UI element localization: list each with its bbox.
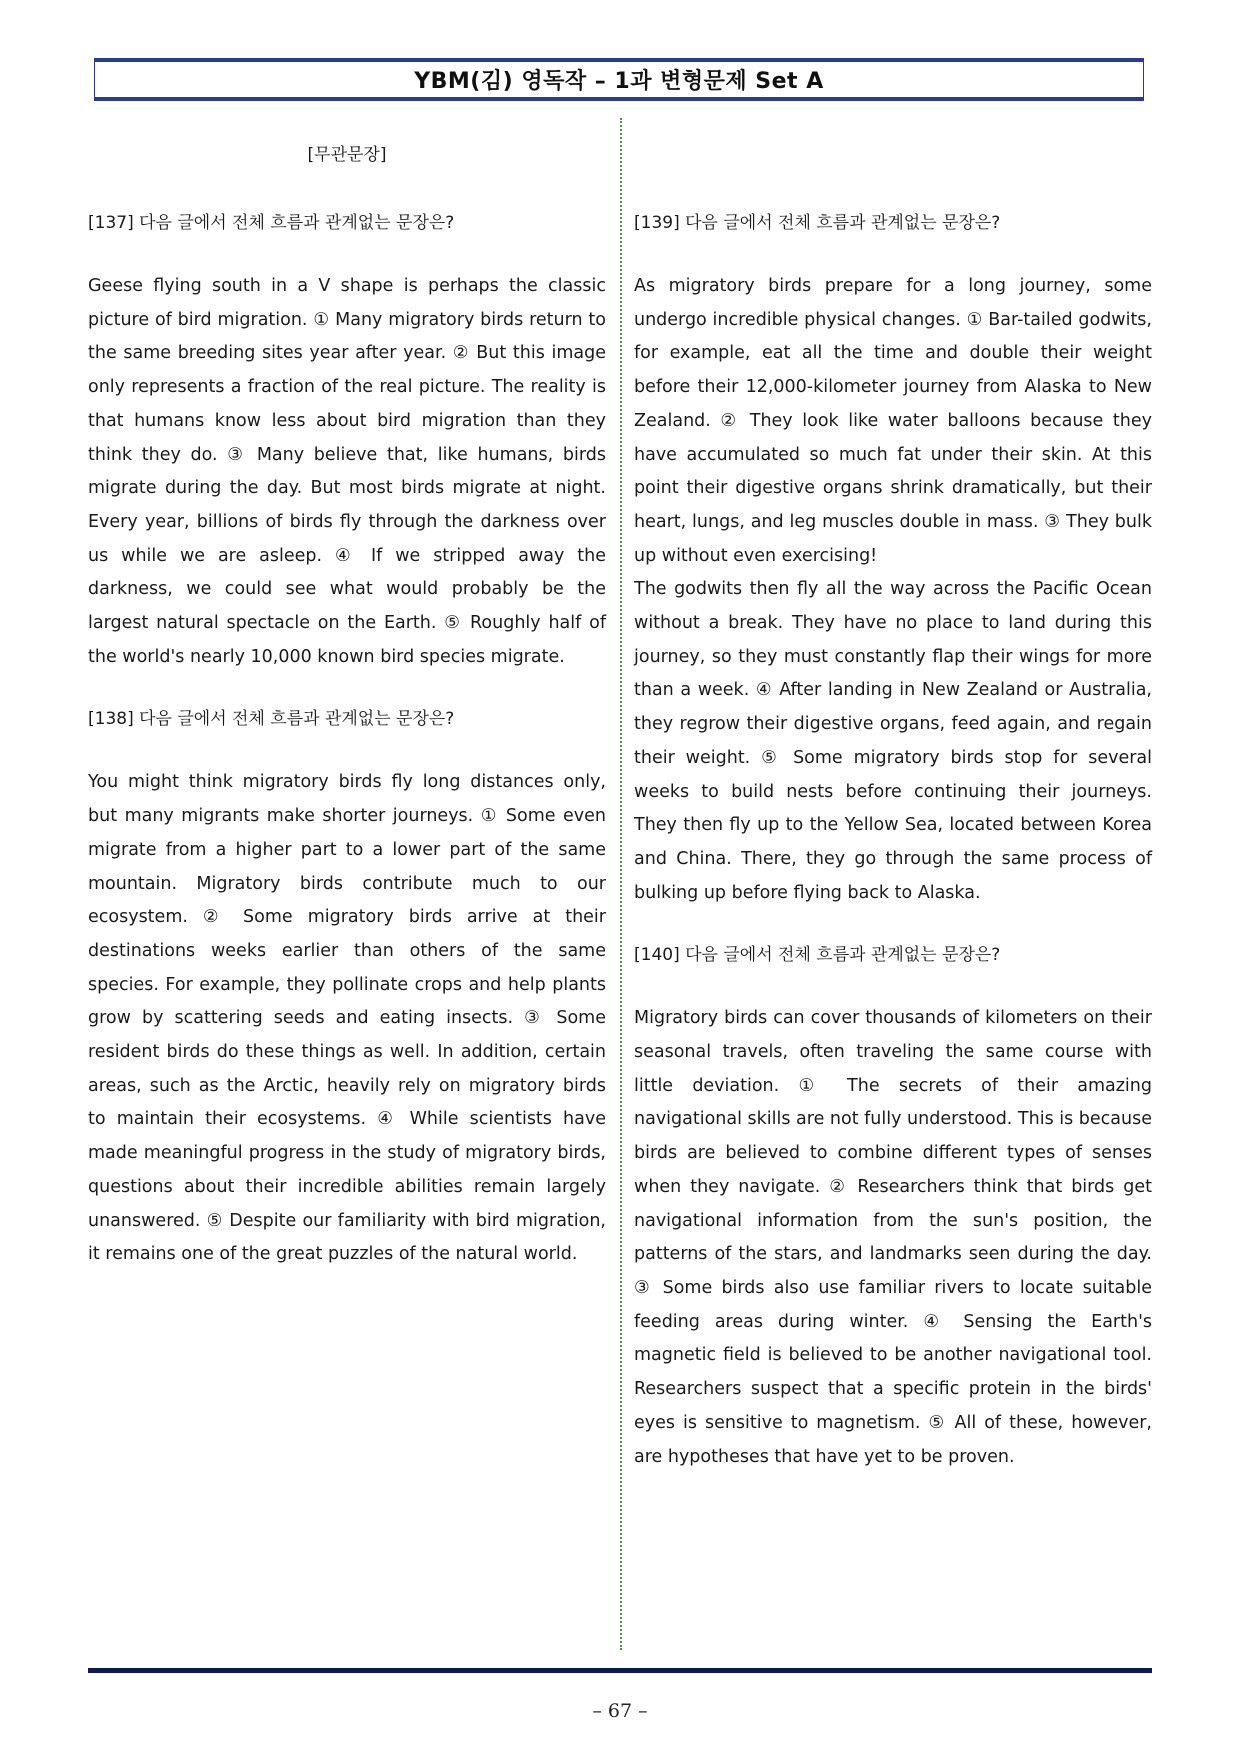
- passage-paragraph: The godwits then fly all the way across the Pacific Ocean without a break. They have no place to land during this journey, so they must constantly flap their wings for more than a week. ④ After landing in New Zealand or Australia, they regrow their digestive organs, feed again, and regain their weight. ⑤ Some migratory birds stop for several weeks to build nests before continuing their journeys. They then fly up to the Yellow Sea, located between Korea and China. There, they go through the same process of bulking up before flying back to Alaska.: [634, 579, 1152, 903]
- section-tag: [무관문장]: [307, 145, 387, 165]
- question-137-passage: [88, 270, 606, 674]
- footer-rule: [88, 1668, 1152, 1673]
- question-138-heading: [138] 다음 글에서 전체 흐름과 관계없는 문장은?: [88, 709, 455, 730]
- passage-paragraph: Geese flying south in a V shape is perhaps the classic picture of bird migration. ① Many migratory birds return to the same breeding sites year after year. ② But this image only represents a fraction of the real picture. The reality is that humans know less about bird migration than they think they do. ③ Many believe that, like humans, birds migrate during the day. But most birds migrate at night. Every year, billions of birds fly through the darkness over us while we are asleep. ④ If we stripped away the darkness, we could see what would probably be the largest natural spectacle on the Earth. ⑤ Roughly half of the world's nearly 10,000 known bird species migrate.: [88, 276, 606, 667]
- passage-paragraph: As migratory birds prepare for a long journey, some undergo incredible physical changes. ① Bar-tailed godwits, for example, eat all the time and double their weight before their 12,000-kilometer journey from Alaska to New Zealand. ② They look like water balloons because they have accumulated so much fat under their skin. At this point their digestive organs shrink dramatically, but their heart, lungs, and leg muscles double in mass. ③ They bulk up without even exercising!: [634, 276, 1152, 566]
- left-column: [88, 140, 606, 1302]
- page-title: YBM(김) 영독작 – 1과 변형문제 Set A: [414, 69, 824, 94]
- question-140-heading: [140] 다음 글에서 전체 흐름과 관계없는 문장은?: [634, 945, 1001, 966]
- passage-paragraph: Migratory birds can cover thousands of kilometers on their seasonal travels, often traveling the same course with little deviation. ① The secrets of their amazing navigational skills are not fully understood. This is because birds are believed to combine different types of senses when they navigate. ② Researchers think that birds get navigational information from the sun's position, the patterns of the stars, and landmarks seen during the day. ③ Some birds also use familiar rivers to locate suitable feeding areas during winter. ④ Sensing the Earth's magnetic field is believed to be another navigational tool. Researchers suspect that a specific protein in the birds' eyes is sensitive to magnetism. ⑤ All of these, however, are hypotheses that have yet to be proven.: [634, 1008, 1152, 1467]
- header-box: [94, 58, 1144, 101]
- question-140-passage: [634, 1002, 1152, 1474]
- right-column: [634, 140, 1152, 1504]
- passage-paragraph: You might think migratory birds fly long distances only, but many migrants make shorter journeys. ① Some even migrate from a higher part to a lower part of the same mountain. Migratory birds contribute much to our ecosystem. ② Some migratory birds arrive at their destinations weeks earlier than others of the same species. For example, they pollinate crops and help plants grow by scattering seeds and eating insects. ③ Some resident birds do these things as well. In addition, certain areas, such as the Arctic, heavily rely on migratory birds to maintain their ecosystems. ④ While scientists have made meaningful progress in the study of migratory birds, questions about their incredible abilities remain largely unanswered. ⑤ Despite our familiarity with bird migration, it remains one of the great puzzles of the natural world.: [88, 772, 606, 1265]
- column-divider: [620, 118, 622, 1650]
- question-137-heading: [137] 다음 글에서 전체 흐름과 관계없는 문장은?: [88, 213, 455, 233]
- right-column-spacer: [634, 140, 1152, 208]
- question-138-passage: [88, 766, 606, 1272]
- question-139-heading: [139] 다음 글에서 전체 흐름과 관계없는 문장은?: [634, 213, 1001, 233]
- page-number: – 67 –: [592, 1700, 648, 1722]
- question-139-passage: [634, 270, 1152, 910]
